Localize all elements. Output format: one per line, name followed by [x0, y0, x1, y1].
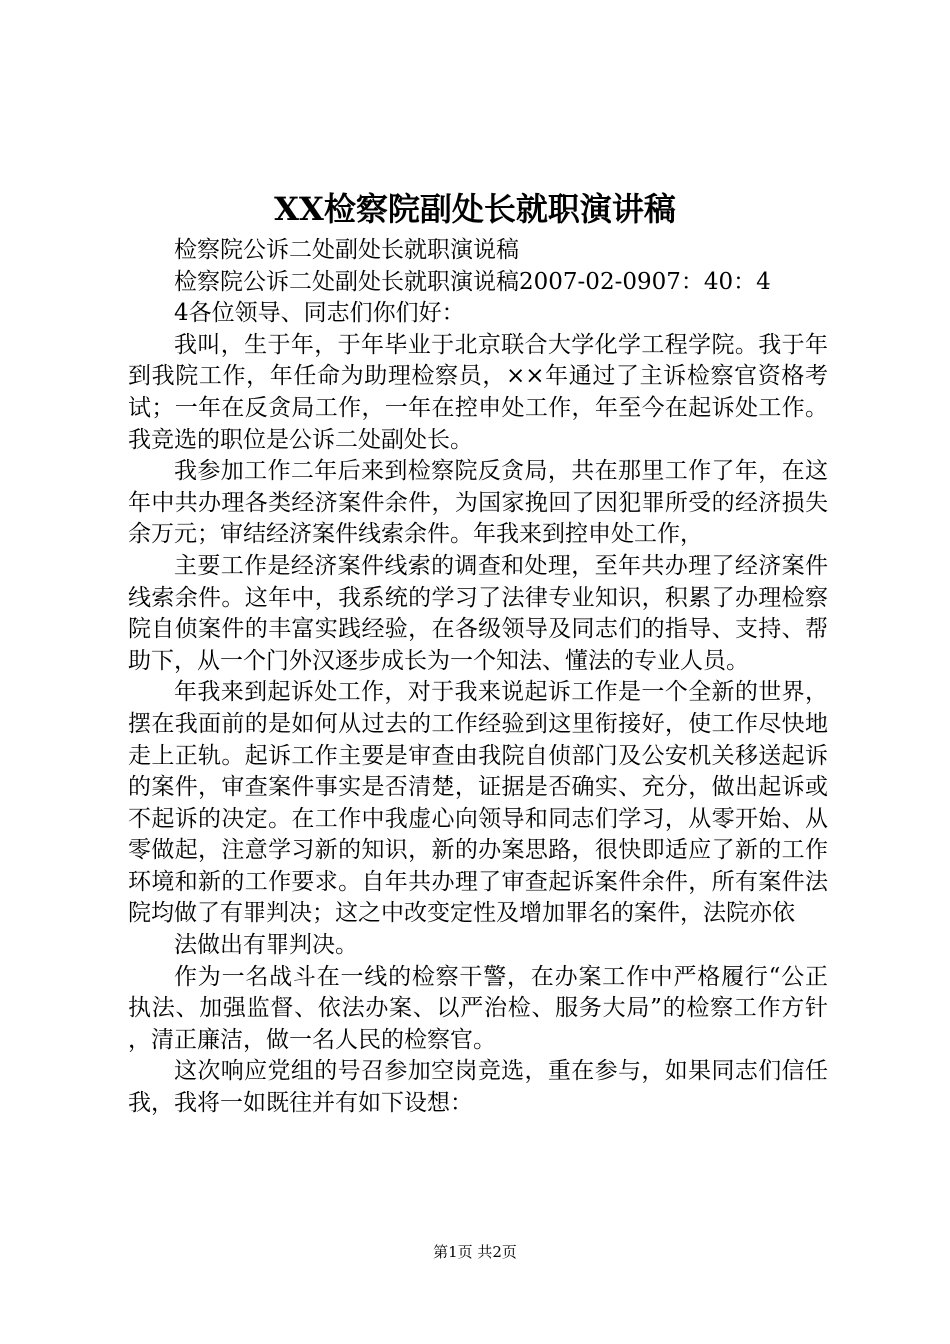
paragraph: 我叫，生于年，于年毕业于北京联合大学化学工程学院。我于年到我院工作，年任命为助理检察员，××年通过了主诉检察官资格考试；一年在反贪局工作，一年在控申处工作，年至今在起诉处工作。我竞选的职位是公诉二处副处长。	[128, 331, 828, 453]
paragraph: 检察院公诉二处副处长就职演说稿	[174, 237, 519, 263]
paragraph: 我参加工作二年后来到检察院反贪局，共在那里工作了年，在这年中共办理各类经济案件余件，为国家挽回了因犯罪所受的经济损失余万元；审结经济案件线索余件。年我来到控申处工作，	[128, 458, 828, 548]
paragraph: 4各位领导、同志们你们好：	[174, 300, 465, 327]
paragraph: 法做出有罪判决。	[174, 932, 358, 959]
paragraph: 检察院公诉二处副处长就职演说稿2007-02-0907：40：4	[174, 268, 771, 295]
paragraph: 年我来到起诉处工作，对于我来说起诉工作是一个全新的世界，摆在我面前的是如何从过去的工作经验到这里衔接好，使工作尽快地走上正轨。起诉工作主要是审查由我院自侦部门及公安机关移送起诉的案件，审查案件事实是否清楚，证据是否确实、充分，做出起诉或不起诉的决定。在工作中我虚心向领导和同志们学习，从零开始、从零做起，注意学习新的知识，新的办案思路，很快即适应了新的工作环境和新的工作要求。自年共办理了审查起诉案件余件，所有案件法院均做了有罪判决；这之中改变定性及增加罪名的案件，法院亦依	[128, 679, 828, 927]
page-number-footer: 第1页 共2页	[433, 1243, 517, 1261]
paragraph: 这次响应党组的号召参加空岗竞选，重在参与，如果同志们信任我，我将一如既往并有如下设想：	[128, 1058, 828, 1117]
paragraph: 作为一名战斗在一线的检察干警，在办案工作中严格履行“公正执法、加强监督、依法办案、以严治检、服务大局”的检察工作方针，清正廉洁，做一名人民的检察官。	[128, 963, 828, 1053]
paragraph: 主要工作是经济案件线索的调查和处理，至年共办理了经济案件线索余件。这年中，我系统的学习了法律专业知识，积累了办理检察院自侦案件的丰富实践经验，在各级领导及同志们的指导、支持、帮助下，从一个门外汉逐步成长为一个知法、懂法的专业人员。	[128, 552, 828, 674]
document-body	[128, 235, 828, 1120]
document-title: XX检察院副处长就职演讲稿	[274, 190, 676, 228]
